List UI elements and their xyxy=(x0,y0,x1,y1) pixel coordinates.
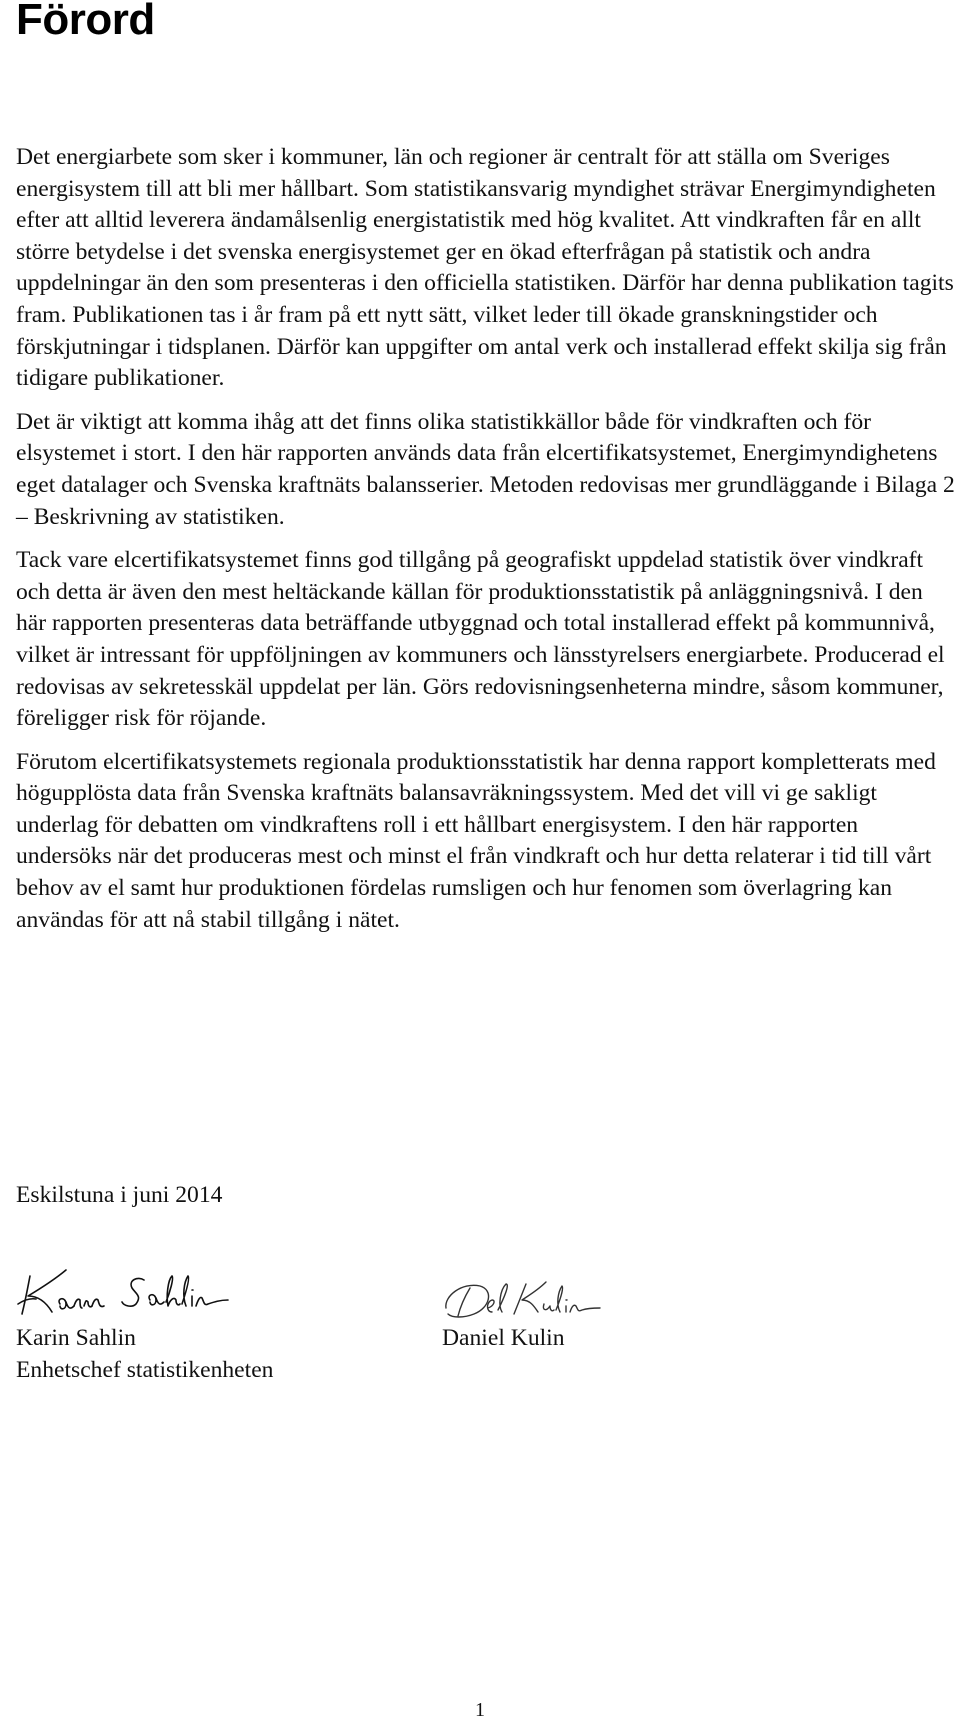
signatory-karin-sahlin xyxy=(16,1266,273,1386)
page-number: 1 xyxy=(475,1699,485,1721)
paragraph-4: Förutom elcertifikatsystemets regionala produktionsstatistik har denna rapport kompletterats med högupplösta data från Svenska kraftnäts balansavräkningssystem. Med det vill vi ge sakligt underlag för debatten om vindkraftens roll i ett hållbart energisystem. I den här rapporten undersöks när det produceras mest och minst el från vindkraft och hur detta relaterar i tid till vårt behov av el samt hur produktionen fördelas rumsligen och hur fenomen som överlagring kan användas för att nå stabil tillgång i nätet. xyxy=(16,748,936,933)
signatory-name: Daniel Kulin xyxy=(442,1325,565,1351)
foreword-body xyxy=(16,142,956,948)
paragraph-3: Tack vare elcertifikatsystemet finns god tillgång på geografiskt uppdelad statistik över vindkraft och detta är även den mest heltäckande källan för produktionsstatistik på anläggningsnivå. I den här rapporten presenteras data beträffande utbyggnad och total installerad effekt på kommunnivå, vilket är intressant för uppföljningen av kommuners och länsstyrelsers energiarbete. Producerad el redovisas av sekretesskäl uppdelat per län. Görs redovisningsenheterna mindre, såsom kommuner, föreligger risk för röjande. xyxy=(16,547,945,732)
handwritten-signature-daniel-kulin xyxy=(442,1278,602,1322)
signatory-name: Karin Sahlin xyxy=(16,1325,136,1351)
page-title: Förord xyxy=(16,0,155,44)
handwritten-signature-karin-sahlin xyxy=(16,1266,236,1322)
paragraph-1: Det energiarbete som sker i kommuner, län och regioner är centralt för att ställa om Sveriges energisystem till att bli mer hållbart. Som statistikansvarig myndighet strävar Energimyndigheten efter att alltid leverera ändamålsenlig energistatistik med hög kvalitet. Att vindkraften får en allt större betydelse i det svenska energisystemet ger en ökad efterfrågan på statistik och andra uppdelningar än den som presenteras i den officiella statistiken. Därför har denna publikation tagits fram. Publikationen tas i år fram på ett nytt sätt, vilket leder till ökade granskningstider och förskjutningar i tidsplanen. Därför kan uppgifter om antal verk och installerad effekt skilja sig från tidigare publikationer. xyxy=(16,144,954,392)
place-and-date: Eskilstuna i juni 2014 xyxy=(16,1182,223,1208)
signatory-role: Enhetschef statistikenheten xyxy=(16,1357,274,1383)
signatory-daniel-kulin xyxy=(442,1278,602,1354)
paragraph-2: Det är viktigt att komma ihåg att det finns olika statistikkällor både för vindkraften och för elsystemet i stort. I den här rapporten används data från elcertifikatsystemet, Energimyndighetens eget datalager och Svenska kraftnäts balansserier. Metoden redovisas mer grundläggande i Bilaga 2 – Beskrivning av statistiken. xyxy=(16,408,955,530)
